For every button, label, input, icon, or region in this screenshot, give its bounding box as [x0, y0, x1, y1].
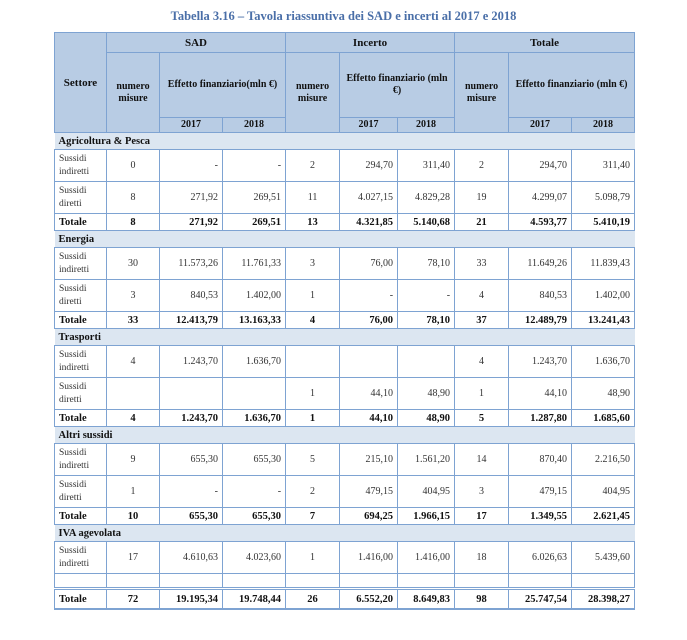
effetto-cell: -: [398, 280, 455, 312]
row-label: Totale: [55, 508, 107, 525]
numero-misure-cell: [286, 346, 340, 378]
year-header: 2017: [160, 118, 223, 133]
effetto-cell: 271,92: [160, 182, 223, 214]
section-title: Altri sussidi: [55, 427, 635, 444]
effetto-cell: 1.349,55: [509, 508, 572, 525]
numero-misure-cell: 30: [107, 248, 160, 280]
table-row: [55, 248, 635, 280]
numero-misure-cell: 3: [107, 280, 160, 312]
row-label: Sussidi diretti: [55, 476, 107, 508]
table-row: [55, 346, 635, 378]
year-header: 2018: [572, 118, 635, 133]
numero-misure-cell: 4: [107, 346, 160, 378]
row-label: Sussidi indiretti: [55, 346, 107, 378]
empty-cell: [572, 574, 635, 589]
row-label: Sussidi indiretti: [55, 542, 107, 574]
effetto-cell: 655,30: [160, 444, 223, 476]
row-label: Sussidi diretti: [55, 378, 107, 410]
table-row: [55, 150, 635, 182]
section-row: [55, 525, 635, 542]
empty-cell: [340, 574, 398, 589]
effetto-cell: [398, 346, 455, 378]
effetto-cell: 1.561,20: [398, 444, 455, 476]
effetto-cell: 4.027,15: [340, 182, 398, 214]
settore-header: Settore: [55, 33, 107, 133]
numero-misure-cell: 14: [455, 444, 509, 476]
effetto-cell: 76,00: [340, 248, 398, 280]
year-header: 2018: [398, 118, 455, 133]
incerto-numero-header: numero misure: [286, 53, 340, 133]
effetto-cell: 11.649,26: [509, 248, 572, 280]
numero-misure-cell: 7: [286, 508, 340, 525]
empty-cell: [55, 574, 107, 589]
effetto-cell: -: [223, 150, 286, 182]
effetto-cell: 48,90: [398, 410, 455, 427]
effetto-cell: 840,53: [160, 280, 223, 312]
year-header: 2017: [509, 118, 572, 133]
numero-misure-cell: 2: [286, 150, 340, 182]
effetto-cell: -: [223, 476, 286, 508]
numero-misure-cell: 72: [107, 589, 160, 610]
numero-misure-cell: 13: [286, 214, 340, 231]
effetto-cell: 1.966,15: [398, 508, 455, 525]
effetto-cell: 870,40: [509, 444, 572, 476]
effetto-cell: 4.593,77: [509, 214, 572, 231]
effetto-cell: 271,92: [160, 214, 223, 231]
effetto-cell: 479,15: [340, 476, 398, 508]
numero-misure-cell: 1: [286, 280, 340, 312]
numero-misure-cell: 17: [107, 542, 160, 574]
numero-misure-cell: 17: [455, 508, 509, 525]
row-label: Sussidi diretti: [55, 182, 107, 214]
effetto-cell: 294,70: [340, 150, 398, 182]
effetto-cell: 11.839,43: [572, 248, 635, 280]
row-label: Sussidi diretti: [55, 280, 107, 312]
effetto-cell: 2.216,50: [572, 444, 635, 476]
effetto-cell: 4.299,07: [509, 182, 572, 214]
effetto-cell: -: [160, 150, 223, 182]
empty-cell: [509, 574, 572, 589]
numero-misure-cell: 8: [107, 182, 160, 214]
numero-misure-cell: 4: [455, 280, 509, 312]
effetto-cell: 840,53: [509, 280, 572, 312]
sad-header: SAD: [107, 33, 286, 53]
numero-misure-cell: 1: [286, 410, 340, 427]
effetto-cell: 479,15: [509, 476, 572, 508]
effetto-cell: 655,30: [223, 444, 286, 476]
numero-misure-cell: 33: [107, 312, 160, 329]
effetto-cell: 404,95: [398, 476, 455, 508]
effetto-cell: 76,00: [340, 312, 398, 329]
effetto-cell: [223, 378, 286, 410]
effetto-cell: 25.747,54: [509, 589, 572, 610]
row-label: Totale: [55, 589, 107, 610]
total-row: [55, 214, 635, 231]
effetto-cell: 1.287,80: [509, 410, 572, 427]
sad-numero-header: numero misure: [107, 53, 160, 133]
numero-misure-cell: 0: [107, 150, 160, 182]
total-row: [55, 589, 635, 610]
totale-numero-header: numero misure: [455, 53, 509, 133]
empty-cell: [107, 574, 160, 589]
effetto-cell: 6.552,20: [340, 589, 398, 610]
numero-misure-cell: 9: [107, 444, 160, 476]
effetto-cell: 12.489,79: [509, 312, 572, 329]
table-title: Tabella 3.16 – Tavola riassuntiva dei SAD e incerti al 2017 e 2018: [170, 9, 517, 23]
effetto-cell: 19.748,44: [223, 589, 286, 610]
effetto-cell: 44,10: [340, 410, 398, 427]
section-row: [55, 231, 635, 248]
numero-misure-cell: 98: [455, 589, 509, 610]
numero-misure-cell: 3: [455, 476, 509, 508]
effetto-cell: 311,40: [572, 150, 635, 182]
year-header: 2017: [340, 118, 398, 133]
year-header: 2018: [223, 118, 286, 133]
effetto-cell: 5.410,19: [572, 214, 635, 231]
numero-misure-cell: 19: [455, 182, 509, 214]
effetto-cell: 44,10: [509, 378, 572, 410]
section-row: [55, 427, 635, 444]
effetto-cell: 12.413,79: [160, 312, 223, 329]
section-title: IVA agevolata: [55, 525, 635, 542]
spacer-row: [55, 574, 635, 589]
totale-effetto-header: Effetto finanziario (mln €): [509, 53, 635, 118]
sad-effetto-header: Effetto finanziario(mln €): [160, 53, 286, 118]
numero-misure-cell: 33: [455, 248, 509, 280]
table-row: [55, 476, 635, 508]
row-label: Totale: [55, 214, 107, 231]
effetto-cell: 1.416,00: [340, 542, 398, 574]
effetto-cell: [340, 346, 398, 378]
numero-misure-cell: 18: [455, 542, 509, 574]
effetto-cell: 5.439,60: [572, 542, 635, 574]
numero-misure-cell: 5: [286, 444, 340, 476]
effetto-cell: 44,10: [340, 378, 398, 410]
effetto-cell: [160, 378, 223, 410]
empty-cell: [160, 574, 223, 589]
row-label: Totale: [55, 410, 107, 427]
section-title: Agricoltura & Pesca: [55, 133, 635, 150]
total-row: [55, 410, 635, 427]
section-row: [55, 133, 635, 150]
numero-misure-cell: 1: [286, 378, 340, 410]
numero-misure-cell: 26: [286, 589, 340, 610]
effetto-cell: 4.023,60: [223, 542, 286, 574]
effetto-cell: 655,30: [160, 508, 223, 525]
effetto-cell: 13.163,33: [223, 312, 286, 329]
numero-misure-cell: 8: [107, 214, 160, 231]
effetto-cell: 48,90: [572, 378, 635, 410]
effetto-cell: 78,10: [398, 248, 455, 280]
row-label: Sussidi indiretti: [55, 248, 107, 280]
table-row: [55, 280, 635, 312]
section-title: Energia: [55, 231, 635, 248]
numero-misure-cell: 1: [107, 476, 160, 508]
effetto-cell: 4.321,85: [340, 214, 398, 231]
empty-cell: [398, 574, 455, 589]
total-row: [55, 508, 635, 525]
numero-misure-cell: 4: [286, 312, 340, 329]
totale-header: Totale: [455, 33, 635, 53]
effetto-cell: 311,40: [398, 150, 455, 182]
numero-misure-cell: 5: [455, 410, 509, 427]
empty-cell: [455, 574, 509, 589]
effetto-cell: 48,90: [398, 378, 455, 410]
effetto-cell: 269,51: [223, 182, 286, 214]
section-title: Trasporti: [55, 329, 635, 346]
table-row: [55, 378, 635, 410]
numero-misure-cell: 21: [455, 214, 509, 231]
effetto-cell: -: [160, 476, 223, 508]
effetto-cell: 6.026,63: [509, 542, 572, 574]
effetto-cell: 11.573,26: [160, 248, 223, 280]
numero-misure-cell: 1: [286, 542, 340, 574]
effetto-cell: 19.195,34: [160, 589, 223, 610]
effetto-cell: 11.761,33: [223, 248, 286, 280]
effetto-cell: 1.402,00: [572, 280, 635, 312]
section-row: [55, 329, 635, 346]
incerto-effetto-header: Effetto finanziario (mln €): [340, 53, 455, 118]
effetto-cell: 1.243,70: [509, 346, 572, 378]
effetto-cell: 294,70: [509, 150, 572, 182]
effetto-cell: 1.243,70: [160, 410, 223, 427]
effetto-cell: 694,25: [340, 508, 398, 525]
effetto-cell: 78,10: [398, 312, 455, 329]
effetto-cell: 5.140,68: [398, 214, 455, 231]
numero-misure-cell: 4: [107, 410, 160, 427]
numero-misure-cell: 2: [286, 476, 340, 508]
effetto-cell: 1.636,70: [223, 410, 286, 427]
numero-misure-cell: 37: [455, 312, 509, 329]
effetto-cell: 1.685,60: [572, 410, 635, 427]
table-row: [55, 182, 635, 214]
numero-misure-cell: [107, 378, 160, 410]
effetto-cell: 8.649,83: [398, 589, 455, 610]
effetto-cell: 5.098,79: [572, 182, 635, 214]
row-label: Sussidi indiretti: [55, 150, 107, 182]
effetto-cell: 4.829,28: [398, 182, 455, 214]
numero-misure-cell: 2: [455, 150, 509, 182]
summary-table: [54, 32, 635, 610]
incerto-header: Incerto: [286, 33, 455, 53]
effetto-cell: 404,95: [572, 476, 635, 508]
effetto-cell: 1.416,00: [398, 542, 455, 574]
numero-misure-cell: 4: [455, 346, 509, 378]
effetto-cell: 28.398,27: [572, 589, 635, 610]
effetto-cell: 1.402,00: [223, 280, 286, 312]
numero-misure-cell: 10: [107, 508, 160, 525]
table-body: [55, 133, 635, 610]
empty-cell: [286, 574, 340, 589]
effetto-cell: 215,10: [340, 444, 398, 476]
numero-misure-cell: 3: [286, 248, 340, 280]
table-row: [55, 542, 635, 574]
effetto-cell: 269,51: [223, 214, 286, 231]
effetto-cell: 13.241,43: [572, 312, 635, 329]
effetto-cell: 4.610,63: [160, 542, 223, 574]
row-label: Sussidi indiretti: [55, 444, 107, 476]
effetto-cell: 655,30: [223, 508, 286, 525]
effetto-cell: 1.243,70: [160, 346, 223, 378]
effetto-cell: -: [340, 280, 398, 312]
effetto-cell: 1.636,70: [572, 346, 635, 378]
effetto-cell: 1.636,70: [223, 346, 286, 378]
effetto-cell: 2.621,45: [572, 508, 635, 525]
numero-misure-cell: 11: [286, 182, 340, 214]
empty-cell: [223, 574, 286, 589]
numero-misure-cell: 1: [455, 378, 509, 410]
total-row: [55, 312, 635, 329]
row-label: Totale: [55, 312, 107, 329]
table-row: [55, 444, 635, 476]
